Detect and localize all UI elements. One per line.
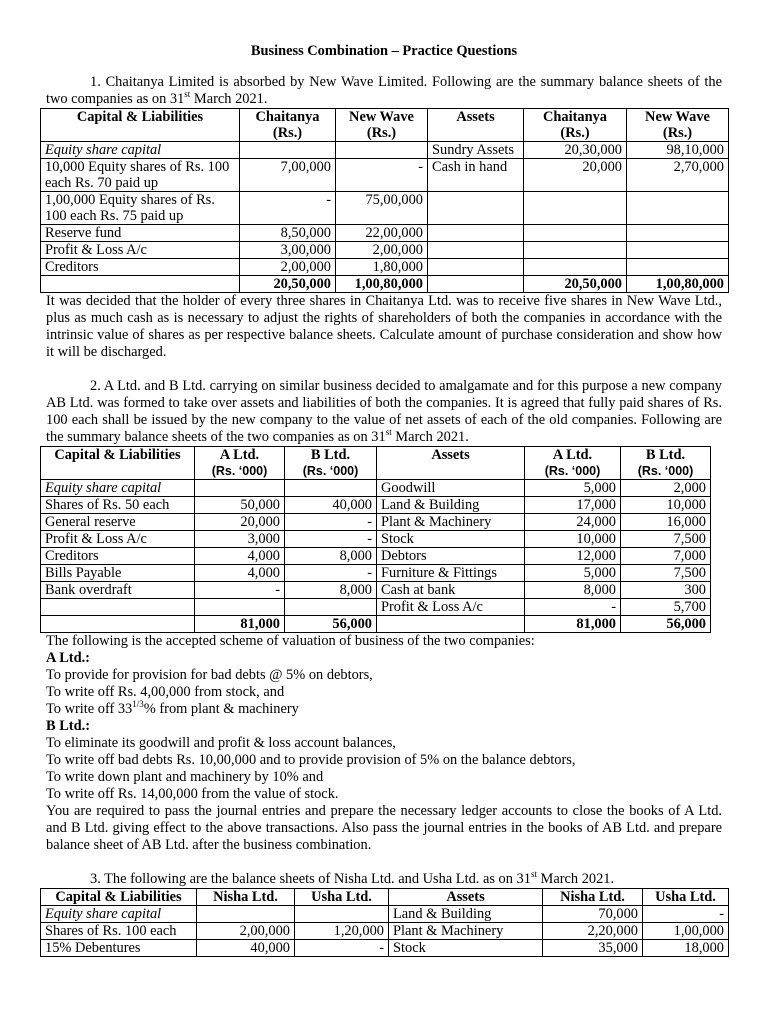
table-cell: Land & Building — [377, 497, 525, 514]
table-cell: 24,000 — [525, 514, 621, 531]
column-header: A Ltd. (Rs. ‘000) — [195, 447, 285, 480]
table-cell: 10,000 — [525, 531, 621, 548]
table-cell: Debtors — [377, 548, 525, 565]
table-cell: 10,000 — [621, 497, 711, 514]
list-item: To write off Rs. 14,00,000 from the value of stock. — [46, 786, 339, 802]
table-cell: - — [285, 565, 377, 582]
q2-balance-sheet-table — [40, 446, 711, 633]
table-cell: Land & Building — [389, 906, 543, 923]
table-cell: 2,70,000 — [627, 159, 729, 192]
column-header: Chaitanya (Rs.) — [524, 109, 627, 142]
q1-table-body — [41, 142, 729, 293]
table-cell: Shares of Rs. 50 each — [41, 497, 195, 514]
page-title: Business Combination – Practice Questions — [250, 43, 518, 59]
table-cell: 2,00,000 — [240, 259, 336, 276]
table-cell: 56,000 — [621, 616, 711, 633]
table-cell: Plant & Machinery — [389, 923, 543, 940]
table-cell: Cash in hand — [428, 159, 524, 192]
list-item: To write off $33^{1/3}\%$ from plant & machinery — [46, 699, 299, 717]
table-cell: 40,000 — [285, 497, 377, 514]
column-header: Assets — [389, 889, 543, 906]
table-cell: - — [285, 514, 377, 531]
table-cell: 4,000 — [195, 548, 285, 565]
q3-table-body — [41, 906, 729, 957]
table-cell — [195, 599, 285, 616]
q3-intro: 3. The following are the balance sheets of Nisha Ltd. and Usha Ltd. as on 31st March 2021. — [90, 869, 615, 887]
q2-table-body — [41, 480, 711, 633]
list-item: To write down plant and machinery by 10% and — [46, 769, 324, 785]
column-header: New Wave (Rs.) — [336, 109, 428, 142]
table-cell — [627, 242, 729, 259]
table-cell: - — [195, 582, 285, 599]
table-cell: Reserve fund — [41, 225, 240, 242]
table-cell: 1,00,000 Equity shares of Rs. 100 each Rs. 75 paid up — [41, 192, 240, 225]
table-row — [41, 480, 711, 497]
column-header: Nisha Ltd. — [543, 889, 643, 906]
table-cell — [428, 259, 524, 276]
q2-closing: You are required to pass the journal entries and prepare the necessary ledger accounts to close the books of A Ltd. and B Ltd. giving effect to the above transactions. Also pass the journal entries in the books of AB Ltd. and prepare balance sheet of AB Ltd. after the business combination. — [46, 803, 722, 853]
table-cell: - — [525, 599, 621, 616]
table-row — [41, 514, 711, 531]
table-cell: Bills Payable — [41, 565, 195, 582]
table-cell: Stock — [377, 531, 525, 548]
table-cell — [41, 599, 195, 616]
column-header: Nisha Ltd. — [197, 889, 295, 906]
table-cell: 20,30,000 — [524, 142, 627, 159]
table-cell: 8,000 — [285, 582, 377, 599]
table-cell: 7,500 — [621, 531, 711, 548]
table-row — [41, 225, 729, 242]
table-cell: 17,000 — [525, 497, 621, 514]
table-cell: 16,000 — [621, 514, 711, 531]
table-cell — [285, 480, 377, 497]
table-cell — [524, 225, 627, 242]
table-cell: 1,20,000 — [295, 923, 389, 940]
list-item: To write off bad debts Rs. 10,00,000 and to provide provision of 5% on the balance debtors, — [46, 752, 576, 768]
table-row — [41, 923, 729, 940]
table-cell: Creditors — [41, 548, 195, 565]
table-cell: Profit & Loss A/c — [41, 531, 195, 548]
table-row — [41, 582, 711, 599]
table-cell: 300 — [621, 582, 711, 599]
table-row — [41, 159, 729, 192]
table-cell — [524, 192, 627, 225]
table-row — [41, 616, 711, 633]
list-item: To write off Rs. 4,00,000 from stock, and — [46, 684, 285, 700]
table-cell: General reserve — [41, 514, 195, 531]
table-cell — [524, 259, 627, 276]
table-cell: Equity share capital — [41, 142, 240, 159]
table-row — [41, 276, 729, 293]
column-header: New Wave (Rs.) — [627, 109, 729, 142]
table-cell: Equity share capital — [41, 906, 197, 923]
table-cell: Creditors — [41, 259, 240, 276]
table-cell: - — [240, 192, 336, 225]
table-cell: 22,00,000 — [336, 225, 428, 242]
column-header: Capital & Liabilities — [41, 447, 195, 480]
table-cell — [524, 242, 627, 259]
list-item: To provide for provision for bad debts @ 5% on debtors, — [46, 667, 373, 683]
table-cell — [377, 616, 525, 633]
table-cell: 5,000 — [525, 565, 621, 582]
column-header: Capital & Liabilities — [41, 109, 240, 142]
table-cell: 20,000 — [195, 514, 285, 531]
table-header-row — [41, 889, 729, 906]
table-cell — [627, 259, 729, 276]
table-cell: 20,50,000 — [240, 276, 336, 293]
table-cell: Furniture & Fittings — [377, 565, 525, 582]
table-cell: - — [285, 531, 377, 548]
table-cell: 8,000 — [525, 582, 621, 599]
column-header: Capital & Liabilities — [41, 889, 197, 906]
table-row — [41, 531, 711, 548]
list-item: To eliminate its goodwill and profit & loss account balances, — [46, 735, 396, 751]
table-cell: Stock — [389, 940, 543, 957]
table-cell — [627, 225, 729, 242]
table-cell: Shares of Rs. 100 each — [41, 923, 197, 940]
table-row — [41, 599, 711, 616]
table-row — [41, 497, 711, 514]
table-cell — [627, 192, 729, 225]
table-cell: 20,50,000 — [524, 276, 627, 293]
table-row — [41, 906, 729, 923]
table-cell: Cash at bank — [377, 582, 525, 599]
table-cell: - — [295, 940, 389, 957]
table-cell: 3,000 — [195, 531, 285, 548]
table-cell: 3,00,000 — [240, 242, 336, 259]
column-header: Usha Ltd. — [295, 889, 389, 906]
table-cell — [240, 142, 336, 159]
table-row — [41, 940, 729, 957]
table-cell — [428, 276, 524, 293]
table-cell: 18,000 — [643, 940, 729, 957]
table-cell: Equity share capital — [41, 480, 195, 497]
table-cell — [41, 616, 195, 633]
table-cell: 50,000 — [195, 497, 285, 514]
table-cell — [336, 142, 428, 159]
table-cell: Bank overdraft — [41, 582, 195, 599]
table-cell: 20,000 — [524, 159, 627, 192]
table-cell: Goodwill — [377, 480, 525, 497]
column-header: Assets — [377, 447, 525, 480]
table-cell: 1,80,000 — [336, 259, 428, 276]
table-header-row — [41, 447, 711, 480]
table-cell: - — [643, 906, 729, 923]
table-cell: 2,00,000 — [336, 242, 428, 259]
table-row — [41, 242, 729, 259]
table-cell — [41, 276, 240, 293]
column-header: B Ltd. (Rs. ‘000) — [285, 447, 377, 480]
table-cell: 12,000 — [525, 548, 621, 565]
column-header: Chaitanya (Rs.) — [240, 109, 336, 142]
table-cell: Sundry Assets — [428, 142, 524, 159]
table-header-row — [41, 109, 729, 142]
table-cell: Plant & Machinery — [377, 514, 525, 531]
table-cell: 5,700 — [621, 599, 711, 616]
table-row — [41, 142, 729, 159]
table-cell: 2,000 — [621, 480, 711, 497]
table-cell — [195, 480, 285, 497]
table-cell: 40,000 — [197, 940, 295, 957]
table-cell — [428, 192, 524, 225]
table-cell: 56,000 — [285, 616, 377, 633]
table-cell: 81,000 — [525, 616, 621, 633]
q1-intro: 1. Chaitanya Limited is absorbed by New Wave Limited. Following are the summary balance sheets of the two companies as on 31st March 2021. — [46, 74, 722, 107]
q1-description: It was decided that the holder of every three shares in Chaitanya Ltd. was to receive five shares in New Wave Ltd., plus as much cash as is necessary to adjust the rights of shareholders of both the companies in accordance with the intrinsic value of shares as per respective balance sheets. Calculate amount of purchase consideration and show how it will be discharged. — [46, 293, 722, 360]
table-cell — [428, 242, 524, 259]
table-row — [41, 259, 729, 276]
table-cell: 1,00,80,000 — [627, 276, 729, 293]
table-row — [41, 548, 711, 565]
table-cell — [428, 225, 524, 242]
table-cell: Profit & Loss A/c — [41, 242, 240, 259]
table-cell: 81,000 — [195, 616, 285, 633]
q1-balance-sheet-table — [40, 108, 729, 293]
table-cell — [197, 906, 295, 923]
a-ltd-label: A Ltd.: — [46, 650, 90, 666]
column-header: A Ltd. (Rs. ‘000) — [525, 447, 621, 480]
table-cell: 15% Debentures — [41, 940, 197, 957]
table-cell: 75,00,000 — [336, 192, 428, 225]
table-cell: 7,500 — [621, 565, 711, 582]
table-cell: 8,50,000 — [240, 225, 336, 242]
q3-balance-sheet-table — [40, 888, 729, 957]
table-cell: 2,00,000 — [197, 923, 295, 940]
table-cell: - — [336, 159, 428, 192]
table-cell: 98,10,000 — [627, 142, 729, 159]
column-header: Assets — [428, 109, 524, 142]
table-cell — [295, 906, 389, 923]
table-cell — [285, 599, 377, 616]
table-row — [41, 565, 711, 582]
table-cell: 1,00,000 — [643, 923, 729, 940]
table-cell: 4,000 — [195, 565, 285, 582]
column-header: B Ltd. (Rs. ‘000) — [621, 447, 711, 480]
q2-scheme-intro: The following is the accepted scheme of valuation of business of the two companies: — [46, 633, 535, 649]
document-page — [46, 40, 722, 957]
table-cell: 2,20,000 — [543, 923, 643, 940]
table-cell: 35,000 — [543, 940, 643, 957]
table-cell: 10,000 Equity shares of Rs. 100 each Rs. 70 paid up — [41, 159, 240, 192]
table-cell: 7,00,000 — [240, 159, 336, 192]
column-header: Usha Ltd. — [643, 889, 729, 906]
table-cell: 8,000 — [285, 548, 377, 565]
table-cell: 5,000 — [525, 480, 621, 497]
table-cell: 7,000 — [621, 548, 711, 565]
table-row — [41, 192, 729, 225]
q2-intro: 2. A Ltd. and B Ltd. carrying on similar business decided to amalgamate and for this purpose a new company AB Ltd. was formed to take over assets and liabilities of both the companies. It is agreed that fully paid shares of Rs. 100 each shall be issued by the new company to the value of net assets of each of the old companies. Following are the summary balance sheets of the two companies as on 31st March 2021. — [46, 378, 722, 445]
table-cell: 1,00,80,000 — [336, 276, 428, 293]
b-ltd-label: B Ltd.: — [46, 718, 90, 734]
table-cell: Profit & Loss A/c — [377, 599, 525, 616]
table-cell: 70,000 — [543, 906, 643, 923]
